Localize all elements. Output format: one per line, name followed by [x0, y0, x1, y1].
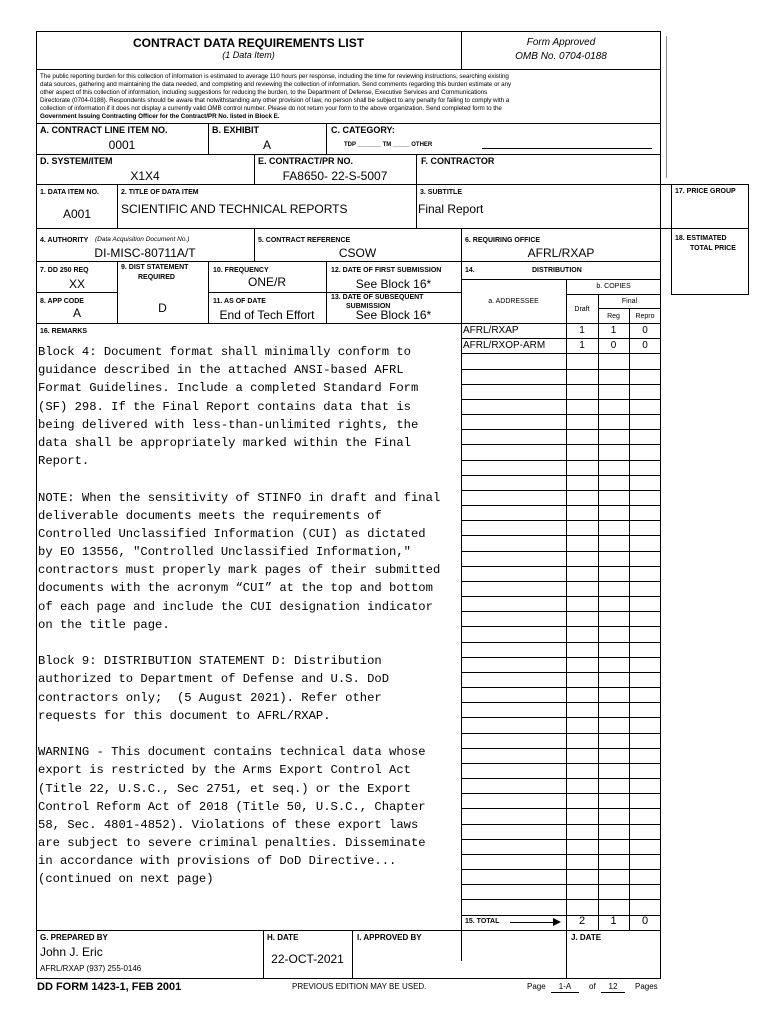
category-options: TDP _______ TM _____ OTHER	[344, 142, 433, 148]
of-value: 12	[608, 982, 618, 991]
block-4-sublabel: (Data Acquisition Document No.)	[95, 236, 190, 243]
form-title: CONTRACT DATA REQUIREMENTS LIST	[132, 36, 365, 50]
total-draft: 2	[578, 915, 586, 927]
grid-row-line	[461, 490, 661, 491]
app-code-value: A	[72, 306, 81, 320]
remarks-line: Control Reform Act of 2018 (Title 50, U.S.C., Chapter	[38, 799, 426, 814]
contract-number-value: FA8650- 22-S-5007	[282, 169, 388, 183]
grid-row-line	[461, 384, 661, 385]
remarks-line: contractors must properly mark pages of their submitted	[38, 563, 441, 578]
block-b-label: B. EXHIBIT	[212, 125, 260, 135]
block-5-label: 5. CONTRACT REFERENCE	[258, 237, 351, 244]
grid-row-line	[461, 793, 661, 794]
grid-row-line	[461, 596, 661, 597]
draft-header: Draft	[574, 306, 590, 313]
form-subtitle: (1 Data Item)	[222, 50, 275, 60]
block-8-label: 8. APP CODE	[40, 298, 84, 305]
remarks-line: guidance described in the attached ANSI-based AFRL	[38, 363, 404, 378]
remarks-line: (SF) 298. If the Final Report contains data that is	[38, 399, 411, 414]
grid-row-line	[461, 581, 661, 582]
block-3-label: 3. SUBTITLE	[420, 189, 463, 196]
grid-row-line	[461, 611, 661, 612]
data-item-title: SCIENTIFIC AND TECHNICAL REPORTS	[121, 202, 348, 216]
subtitle-value: Final Report	[418, 202, 484, 216]
draft-copies: 1	[579, 340, 585, 351]
block-11-label: 11. AS OF DATE	[213, 298, 266, 305]
remarks-line: data shall be appropriately marked within the Final	[38, 435, 411, 450]
grid-row-line	[461, 475, 661, 476]
grid-row-line	[461, 444, 661, 445]
repro-copies: 0	[642, 325, 648, 336]
grid-row-line	[461, 748, 661, 749]
remarks-line: authorized to Department of Defense and U.S. DoD	[38, 672, 390, 687]
remarks-line: deliverable documents meets the requirements of	[38, 508, 382, 523]
block-h-label: H. DATE	[267, 933, 299, 942]
block-c-label: C. CATEGORY:	[331, 125, 395, 135]
remarks-line: Report.	[38, 454, 90, 469]
remarks-line: Format Guidelines. Include a completed Standard Form	[38, 381, 419, 396]
burden-line: Directorate (0704-0188). Respondents should be aware that notwithstanding any other provision of law, no person shall be subject to any penalty for failing to comply with a	[40, 97, 510, 104]
grid-row-line	[461, 657, 661, 658]
grid-row-line	[461, 642, 661, 643]
remarks-line: contractors only; (5 August 2021). Refer other	[38, 690, 382, 705]
dist-statement-value: D	[158, 301, 167, 315]
grid-row-line	[461, 808, 661, 809]
grid-row-line	[461, 884, 661, 885]
remarks-line: export is restricted by the Arms Export Control Act	[38, 763, 411, 778]
copies-header: b. COPIES	[596, 283, 631, 290]
data-item-number: A001	[62, 207, 92, 221]
preparer-office: AFRL/RXAP (937) 255-0146	[40, 964, 142, 973]
remarks-line: documents with the acronym “CUI” at the top and bottom	[38, 581, 433, 596]
remarks-line: NOTE: When the sensitivity of STINFO in draft and final	[38, 490, 441, 505]
block-14-label: 14.	[465, 267, 475, 274]
requiring-office-value: AFRL/RXAP	[527, 246, 595, 260]
block-d-label: D. SYSTEM/ITEM	[40, 156, 113, 166]
burden-line: other aspect of this collection of information, including suggestions for reducing the burden, to the Department of Defense, Executive Services and Communications	[40, 89, 488, 96]
remarks-line: 58, Sec. 4801-4852). Violations of these export laws	[38, 817, 419, 832]
remarks-line: WARNING - This document contains technical data whose	[38, 745, 426, 760]
grid-row-line	[461, 551, 661, 552]
remarks-line: requests for this document to AFRL/RXAP.	[38, 708, 331, 723]
remarks-line: (continued on next page)	[38, 872, 214, 887]
grid-row-line	[461, 672, 661, 673]
block-13-label: 13. DATE OF SUBSEQUENT	[331, 294, 424, 301]
remarks-line: by EO 13556, "Controlled Unclassified Information,"	[38, 545, 411, 560]
block-j-label: J. DATE	[571, 933, 602, 942]
reg-header: Reg	[607, 313, 620, 320]
block-1-label: 1. DATA ITEM NO.	[40, 189, 99, 196]
remarks-line	[38, 725, 440, 743]
omb-number: OMB No. 0704-0188	[515, 51, 607, 62]
grid-row-line	[461, 733, 661, 734]
block-15-label: 15. TOTAL	[465, 918, 500, 925]
grid-row-line	[461, 566, 661, 567]
block-i-label: I. APPROVED BY	[357, 933, 422, 942]
block-13-label-2: SUBMISSION	[346, 303, 391, 310]
block-9-label: 9. DIST STATEMENT	[121, 264, 189, 271]
page-value: 1-A	[558, 982, 572, 991]
grid-row-line	[461, 839, 661, 840]
grid-row-line	[461, 626, 661, 627]
grid-row-line	[461, 717, 661, 718]
block-12-label: 12. DATE OF FIRST SUBMISSION	[331, 267, 442, 274]
burden-line: collection of information if it does not display a currently valid OMB control number. Please do not return your form to the above organization. Send completed form to the	[40, 105, 502, 112]
first-submission-value: See Block 16*	[355, 277, 432, 291]
remarks-line: (Title 22, U.S.C., Sec 2751, et seq.) or the Export	[38, 781, 411, 796]
addressee-name: AFRL/RXAP	[463, 325, 519, 336]
as-of-date-value: End of Tech Effort	[219, 308, 315, 322]
block-10-label: 10. FREQUENCY	[213, 267, 269, 274]
form-id: DD FORM 1423-1, FEB 2001	[37, 981, 182, 993]
grid-row-line	[461, 535, 661, 536]
system-item-value: X1X4	[130, 169, 160, 183]
grid-row-line	[461, 899, 661, 900]
block-18-label-2: TOTAL PRICE	[690, 245, 736, 252]
subsequent-submission-value: See Block 16*	[355, 308, 432, 322]
remarks-line: in accordance with provisions of DoD Directive...	[38, 854, 397, 869]
remarks-line: of each page and include the CUI designation indicator	[38, 599, 433, 614]
grid-row-line	[461, 854, 661, 855]
prepared-date-value: 22-OCT-2021	[271, 952, 344, 966]
repro-copies: 0	[642, 340, 648, 351]
remarks-line: Block 4: Document format shall minimally conform to	[38, 345, 411, 359]
frequency-value: ONE/R	[247, 275, 286, 289]
burden-line: The public reporting burden for this collection of information is estimated to average 110 hours per response, including the time for reviewing instructions, searching existing	[40, 73, 509, 80]
exhibit-value: A	[262, 138, 271, 152]
burden-line: data sources, gathering and maintaining the data needed, and completing and reviewing the collection of information. Send comments regarding this burden estimate or any	[40, 81, 512, 88]
authority-value: DI-MISC-80711A/T	[94, 246, 196, 260]
page-label: Page	[527, 982, 546, 991]
pages-label: Pages	[635, 982, 658, 991]
block-7-label: 7. DD 250 REQ	[40, 267, 89, 274]
block-2-label: 2. TITLE OF DATA ITEM	[121, 189, 199, 196]
block-a-label: A. CONTRACT LINE ITEM NO.	[40, 125, 168, 135]
remarks-line: on the title page.	[38, 617, 170, 632]
dd250-value: XX	[68, 277, 85, 291]
previous-edition-note: PREVIOUS EDITION MAY BE USED.	[292, 982, 427, 991]
remarks-line: Controlled Unclassified Information (CUI) as dictated	[38, 526, 426, 541]
grid-row-line	[461, 778, 661, 779]
remarks-line	[38, 470, 440, 488]
remarks-line	[38, 634, 440, 652]
block-f-label: F. CONTRACTOR	[421, 156, 495, 166]
reg-copies: 1	[610, 325, 617, 336]
block-18-label: 18. ESTIMATED	[675, 235, 727, 242]
grid-row-line	[461, 869, 661, 870]
arrow-right-icon	[553, 918, 561, 926]
block-e-label: E. CONTRACT/PR NO.	[258, 156, 354, 166]
block-4-label: 4. AUTHORITY	[40, 237, 89, 244]
prepared-by-value: John J. Eric	[40, 945, 103, 959]
total-repro: 0	[641, 915, 649, 927]
draft-copies: 1	[579, 325, 585, 336]
remarks-line: Block 9: DISTRIBUTION STATEMENT D: Distribution	[38, 654, 382, 669]
addressee-header: a. ADDRESSEE	[488, 298, 539, 305]
grid-row-line	[461, 414, 661, 415]
block-17-label: 17. PRICE GROUP	[675, 188, 736, 195]
grid-row-line	[461, 369, 661, 370]
grid-row-line	[461, 520, 661, 521]
grid-row-line	[461, 702, 661, 703]
contract-reference-value: CSOW	[338, 246, 377, 260]
burden-line: Government Issuing Contracting Officer for the Contract/PR No. listed in Block E.	[40, 113, 280, 120]
grid-row-line	[461, 460, 661, 461]
addressee-name: AFRL/RXOP-ARM	[463, 340, 546, 351]
clin-value: 0001	[108, 138, 136, 152]
block-16-label: 16. REMARKS	[40, 328, 88, 335]
remarks-line: are subject to severe criminal penalties. Disseminate	[38, 836, 426, 851]
total-reg: 1	[610, 915, 617, 927]
remarks-text	[38, 343, 440, 889]
block-g-label: G. PREPARED BY	[40, 933, 108, 942]
reg-copies: 0	[610, 340, 617, 351]
grid-row-line	[461, 353, 661, 354]
remarks-line: being delivered with less-than-unlimited rights, the	[38, 417, 419, 432]
of-label: of	[589, 982, 596, 991]
grid-row-line	[461, 505, 661, 506]
grid-row-line	[461, 824, 661, 825]
final-header: Final	[621, 298, 638, 305]
grid-row-line	[461, 338, 661, 339]
grid-row-line	[461, 763, 661, 764]
grid-row-line	[461, 687, 661, 688]
grid-row-line	[461, 399, 661, 400]
block-6-label: 6. REQUIRING OFFICE	[465, 237, 541, 244]
block-9-label-2: REQUIRED	[138, 274, 175, 281]
grid-row-line	[461, 429, 661, 430]
repro-header: Repro	[635, 313, 655, 320]
form-approved: Form Approved	[526, 37, 596, 48]
distribution-title: DISTRIBUTION	[532, 267, 582, 274]
